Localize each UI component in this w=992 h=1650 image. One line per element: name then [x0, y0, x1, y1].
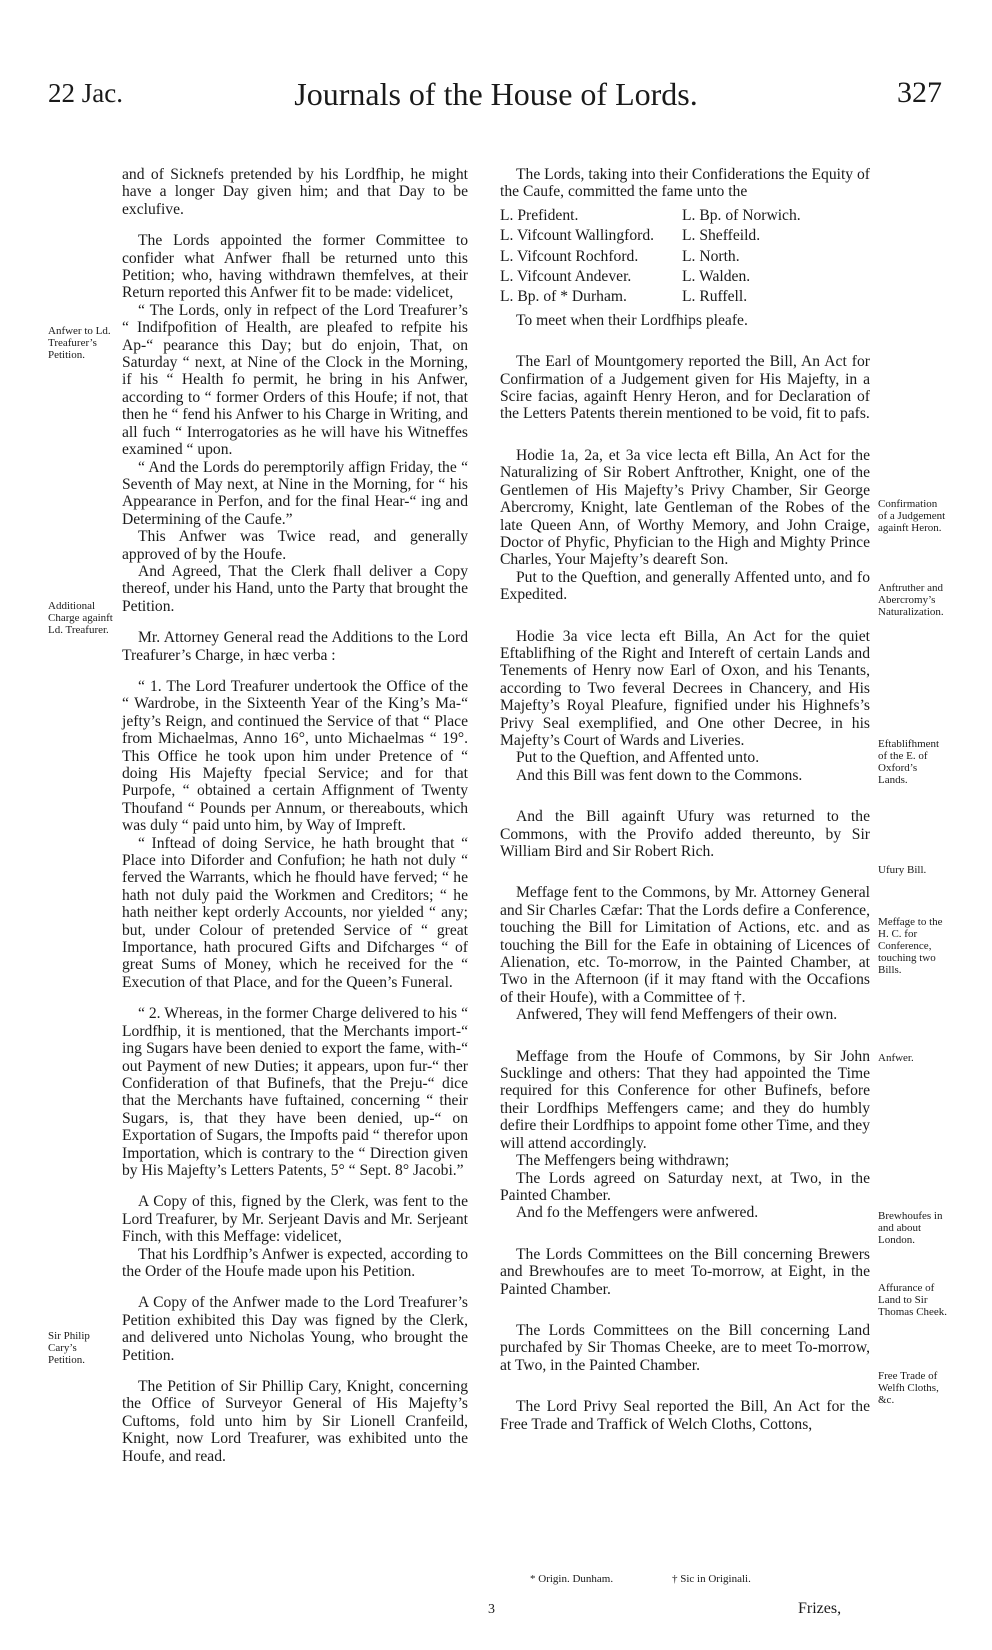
- running-head-title: Journals of the House of Lords.: [294, 76, 698, 112]
- paragraph: And the Bill againft Ufury was returned to the Commons, with the Provifo added thereunto, by Sir William Bird and Sir Robert Rich.: [500, 808, 870, 860]
- margin-note: Brewhoufes in and about London.: [878, 1210, 943, 1246]
- lord-name: L. Vifcount Andever.: [500, 268, 632, 286]
- paragraph: Meffage from the Houfe of Commons, by Sir John Sucklinge and others: That they had appointed the Time required for this Conference for other Bufinefs, before their Lordfhips Meffengers came; and they do humbly defire their Lordfhips to appoint fome other Time, and they will attend accordingly.: [500, 1047, 870, 1152]
- paragraph: To meet when their Lordfhips pleafe.: [516, 311, 748, 329]
- lord-name: L. Bp. of * Durham.: [500, 288, 627, 306]
- lord-name: L. Walden.: [682, 268, 751, 286]
- margin-note: Confirmation of a Judgement againft Heron.: [878, 498, 946, 534]
- paragraph: Anfwered, They will fend Meffengers of their own.: [516, 1006, 838, 1024]
- paragraph: The Meffengers being withdrawn;: [516, 1152, 730, 1170]
- page-header: [0, 76, 992, 126]
- paragraph: The Lord Privy Seal reported the Bill, An Act for the Free Trade and Traffick of Welch Cloths, Cottons,: [500, 1398, 870, 1433]
- paragraph: A Copy of this, figned by the Clerk, was fent to the Lord Treafurer, by Mr. Serjeant Davis and Mr. Serjeant Finch, with this Meffage: videlicet,: [122, 1193, 468, 1246]
- paragraph: The Lords Committees on the Bill concerning Brewers and Brewhoufes are to meet To-morrow, at Eight, in the Painted Chamber.: [500, 1245, 870, 1298]
- paragraph: and of Sicknefs pretended by his Lordfhip, he might have a longer Day given him; and that Day to be exclufive.: [122, 166, 468, 218]
- paragraph: “ And the Lords do peremptorily affign Friday, the “ Seventh of May next, at Nine in the Morning, for “ his Appearance in Perfon, and for the final Hear-“ ing and Determining of the Caufe.”: [122, 458, 468, 528]
- paragraph: Put to the Queftion, and generally Affented unto, and fo Expedited.: [500, 568, 870, 604]
- paragraph: This Anfwer was Twice read, and generally approved of by the Houfe.: [122, 528, 468, 563]
- lord-name: L. Sheffeild.: [682, 227, 761, 245]
- catchword: Frizes,: [798, 1600, 842, 1617]
- margin-note: Ufury Bill.: [878, 864, 927, 876]
- paragraph: Meffage fent to the Commons, by Mr. Attorney General and Sir Charles Cæfar: That the Lords defire a Conference, touching the Bill for Limitation of Actions, etc. and as touching the Bill for the Eafe in obtaining of Licences of Alienation, etc. To-morrow, in the Painted Chamber, at Two in the Afternoon (if it may ftand with the Occafions of their Houfe), with a Committee of †.: [500, 884, 870, 1006]
- footnote: † Sic in Originali.: [672, 1573, 751, 1585]
- paragraph: The Lords Committees on the Bill concerning Land purchafed by Sir Thomas Cheeke, are to meet To-morrow, at Two, in the Painted Chamber.: [500, 1321, 870, 1374]
- page-number: 327: [897, 76, 942, 109]
- margin-note: Anftruther and Abercromy’s Naturalization.: [878, 582, 944, 618]
- committee-list: [500, 207, 870, 306]
- lord-name: L. Vifcount Wallingford.: [500, 227, 655, 245]
- margin-note: Affurance of Land to Sir Thomas Cheek.: [878, 1282, 948, 1318]
- left-column: [122, 166, 468, 1465]
- margin-note: Meffage to the H. C. for Conference, touching two Bills.: [878, 916, 943, 976]
- lord-name: L. Ruffell.: [682, 288, 748, 306]
- signature-mark: 3: [488, 1602, 495, 1617]
- paragraph: “ Inftead of doing Service, he hath brought that “ Place into Diforder and Confufion; he hath not duly “ ferved the Warrants, which he fhould have ferved; “ he hath not duly paid the Workmen and Creditors; “ he hath neither kept orderly Accounts, nor yielded “ any; but, under Colour of pretended Service of “ great Importance, hath procured Gifts and Difcharges “ of great Sums of Money, which he received for the “ Execution of that Place, and for the Queen’s Funeral.: [122, 834, 468, 991]
- paragraph: The Lords agreed on Saturday next, at Two, in the Painted Chamber.: [500, 1169, 870, 1204]
- paragraph: The Petition of Sir Phillip Cary, Knight, concerning the Office of Surveyor General of His Majefty’s Cuftoms, fold unto him by Sir Lionell Cranfeild, Knight, now Lord Treafurer, was exhibited unto the Houfe, and read.: [122, 1378, 468, 1465]
- paragraph: The Lords, taking into their Confiderations the Equity of the Caufe, committed the fame unto the: [500, 166, 870, 201]
- paragraph: Mr. Attorney General read the Additions to the Lord Treafurer’s Charge, in hæc verba :: [122, 629, 468, 664]
- lord-name: L. North.: [682, 247, 740, 265]
- margin-note: Sir Philip Cary’s Petition.: [48, 1330, 90, 1366]
- paragraph: Hodie 1a, 2a, et 3a vice lecta eft Billa, An Act for the Naturalizing of Sir Robert Anftrother, Knight, one of the Gentlemen of His Majefty’s Privy Chamber, Sir George Abercromy, Knight, late Gentleman of the Robes of the late Queen Ann, of Worthy Memory, and John Craige, Doctor of Phyfic, Phyfician to the High and Mighty Prince Charles, Your Majefty’s deareft Son.: [500, 446, 870, 569]
- paragraph: The Lords appointed the former Committee to confider what Anfwer fhall be returned unto this Petition; who, having withdrawn themfelves, at their Return reported this Anfwer fit to be made: videlicet,: [122, 232, 468, 302]
- right-column: [500, 166, 870, 1433]
- lord-name: L. Bp. of Norwich.: [682, 206, 801, 224]
- paragraph: And fo the Meffengers were anfwered.: [516, 1204, 759, 1222]
- running-head-left: 22 Jac.: [48, 78, 123, 108]
- paragraph: The Earl of Mountgomery reported the Bill, An Act for Confirmation of a Judgement given for His Majefty, in a Scire facias, againft Henry Heron, and for Declaration of the Letters Patents therein mentioned to be void, fit to pafs.: [500, 353, 870, 423]
- paragraph: Hodie 3a vice lecta eft Billa, An Act for the quiet Eftablifhing of the Right and Intereft of certain Lands and Tenements of Henry now Earl of Oxon, and his Tenants, according to Two feveral Decrees in Chancery, and His Majefty’s Royal Pleafure, fignified under his Highnefs’s Privy Seal exemplified, and One other Decree, in his Majefty’s Court of Wards and Liveries.: [500, 627, 870, 749]
- margin-note: Eftablifhment of the E. of Oxford’s Lands.: [878, 738, 940, 786]
- paragraph: That his Lordfhip’s Anfwer is expected, according to the Order of the Houfe made upon his Petition.: [122, 1245, 468, 1280]
- lord-name: L. Prefident.: [500, 206, 579, 224]
- margin-note: Anfwer.: [878, 1052, 914, 1064]
- footnote: * Origin. Dunham.: [530, 1573, 614, 1585]
- margin-note: Additional Charge againft Ld. Treafurer.: [48, 600, 113, 636]
- paragraph: A Copy of the Anfwer made to the Lord Treafurer’s Petition exhibited this Day was figned by the Clerk, and delivered unto Nicholas Young, who brought the Petition.: [122, 1294, 468, 1364]
- margin-note: Anfwer to Ld. Treafurer’s Petition.: [48, 325, 111, 361]
- paragraph: “ The Lords, only in refpect of the Lord Treafurer’s “ Indifpofition of Health, are pleafed to refpite his Ap-“ pearance this Day; but do enjoin, That, on Saturday “ next, at Nine of the Clock in the Morning, if his “ Health fo permit, he bring in his Anfwer, according to “ former Orders of this Houfe; if not, that then he “ fend his Anfwer to his Charge in Writing, and all fuch “ Interrogatories as he will have his Witneffes examined “ upon.: [122, 301, 468, 459]
- paragraph: “ 2. Whereas, in the former Charge delivered to his “ Lordfhip, it is mentioned, that the Merchants import-“ ing Sugars have been denied to export the fame, with-“ out Payment of new Duties; it appears, upon fur-“ ther Confideration of that Bufinefs, that the Preju-“ dice that the Merchants have fuftained, concerning “ their Sugars, is, that they have been denied, up-“ on Exportation of Sugars, the Impofts paid “ therefor upon Importation, which is contrary to the “ Direction given by His Majefty’s Letters Patents, 5° “ Sept. 8° Jacobi.”: [122, 1005, 469, 1179]
- margin-note: Free Trade of Welfh Cloths, &c.: [878, 1370, 939, 1406]
- paragraph: Put to the Queftion, and Affented unto.: [516, 749, 760, 767]
- paragraph: And this Bill was fent down to the Commons.: [516, 766, 803, 784]
- lord-name: L. Vifcount Rochford.: [500, 247, 639, 265]
- paragraph: And Agreed, That the Clerk fhall deliver a Copy thereof, under his Hand, unto the Party that brought the Petition.: [122, 562, 468, 615]
- paragraph: “ 1. The Lord Treafurer undertook the Office of the “ Wardrobe, in the Sixteenth Year of the King’s Ma-“ jefty’s Reign, and continued the Service of that “ Place from Michaelmas, Anno 16°, unto Michaelmas “ 19°. This Office he took upon him under Pretence of “ doing His Majefty fpecial Service; and for that Purpofe, “ obtained a certain Affignment of Twenty Thoufand “ Pounds per Annum, or thereabouts, which was duly “ paid unto him, by Way of Impreft.: [122, 677, 468, 835]
